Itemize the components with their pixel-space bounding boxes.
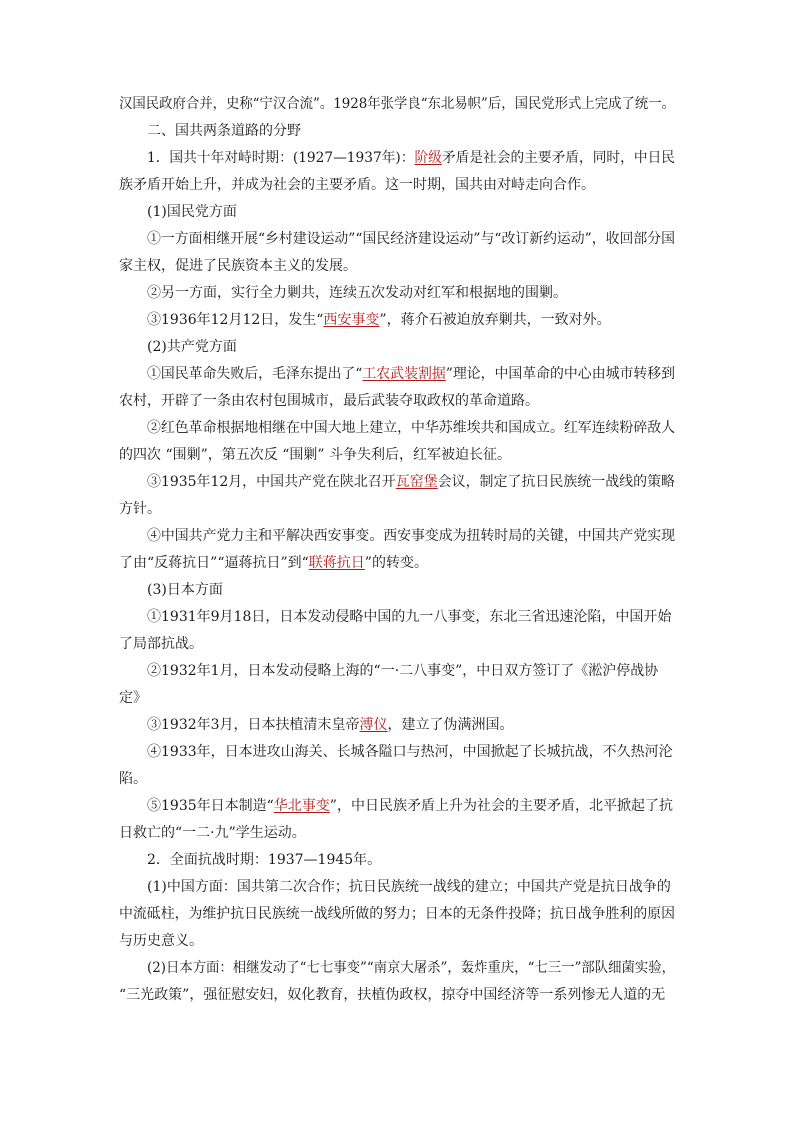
paragraph-first-line xyxy=(119,226,675,253)
line-text xyxy=(119,172,595,199)
line-text xyxy=(119,766,147,793)
paragraph-first-line xyxy=(119,469,675,496)
paragraph-first-line xyxy=(119,334,675,361)
text-run: ①国民革命失败后，毛泽东提出了“ xyxy=(147,366,363,382)
paragraph-line xyxy=(119,631,675,658)
paragraph-first-line xyxy=(119,955,675,982)
paragraph-line xyxy=(119,685,675,712)
paragraph-line xyxy=(119,901,675,928)
underlined-term: 瓦窑堡 xyxy=(395,474,438,490)
line-text xyxy=(147,280,567,307)
line-text xyxy=(147,361,675,388)
line-text xyxy=(147,874,671,901)
text-run: 会议，制定了抗日民族统一战线的策略 xyxy=(437,474,675,490)
text-run: ”，蒋介石被迫放弃剿共，一致对外。 xyxy=(379,312,611,328)
paragraph-first-line xyxy=(119,874,675,901)
paragraph-first-line xyxy=(119,577,675,604)
line-text xyxy=(119,631,203,658)
paragraph-line xyxy=(119,928,675,955)
line-text xyxy=(119,928,203,955)
text-run: ，建立了伪满洲国。 xyxy=(387,717,514,733)
underlined-term: 联蒋抗日 xyxy=(308,555,365,571)
line-text xyxy=(119,901,675,928)
paragraph-first-line xyxy=(119,793,675,820)
text-run: 二、国共两条道路的分野 xyxy=(147,123,301,139)
line-text xyxy=(147,658,658,685)
paragraph-first-line xyxy=(119,523,675,550)
line-text xyxy=(147,469,675,496)
line-text xyxy=(147,118,301,145)
underlined-term: 西安事变 xyxy=(323,312,380,328)
line-text xyxy=(147,577,223,604)
text-run: 与历史意义。 xyxy=(119,933,203,949)
text-run: 的四次 “围剿”，第五次反 “围剿” 斗争失利后，红军被迫长征。 xyxy=(119,447,511,463)
line-text xyxy=(147,199,237,226)
text-run: 农村，开辟了一条由农村包围城市，最后武装夺取政权的革命道路。 xyxy=(119,393,539,409)
paragraph-first-line xyxy=(119,145,675,172)
line-text xyxy=(119,442,511,469)
paragraph-first-line xyxy=(119,199,675,226)
paragraph-first-line xyxy=(119,280,675,307)
text-run: (2)日本方面：相继发动了“七七事变”“南京大屠杀”，轰炸重庆，“七三一”部队细菌实验， xyxy=(147,960,675,976)
text-run: ③1936年12月12日，发生“ xyxy=(147,312,324,328)
paragraph-line xyxy=(119,982,675,1009)
paragraph-first-line xyxy=(119,847,675,874)
document-page xyxy=(119,91,675,1009)
paragraph-first-line xyxy=(119,415,675,442)
text-run: ”理论，中国革命的中心由城市转移到 xyxy=(445,366,675,382)
text-run: 1．国共十年对峙时期：(1927—1937年)： xyxy=(147,150,415,166)
text-run: 方针。 xyxy=(119,501,161,517)
paragraph-line xyxy=(119,253,675,280)
text-run: 了由“反蒋抗日”“逼蒋抗日”到“ xyxy=(119,555,309,571)
text-run: ”的转变。 xyxy=(364,555,428,571)
text-run: ④中国共产党力主和平解决西安事变。西安事变成为扭转时局的关键，中国共产党实现 xyxy=(147,528,675,544)
paragraph-first-line xyxy=(119,658,675,685)
underlined-term: 华北事变 xyxy=(273,798,330,814)
text-run: 族矛盾开始上升，并成为社会的主要矛盾。这一时期，国共由对峙走向合作。 xyxy=(119,177,595,193)
line-text xyxy=(147,523,675,550)
text-run: 家主权，促进了民族资本主义的发展。 xyxy=(119,258,357,274)
line-text xyxy=(147,307,611,334)
text-run: ④1933年，日本进攻山海关、长城各隘口与热河，中国掀起了长城抗战，不久热河沦 xyxy=(147,744,673,760)
text-run: “三光政策”，强征慰安妇，奴化教育，扶植伪政权，掠夺中国经济等一系列惨无人道的无 xyxy=(119,987,666,1003)
line-text xyxy=(147,145,675,172)
text-run: ③1932年3月，日本扶植清末皇帝 xyxy=(147,717,360,733)
line-text xyxy=(147,847,381,874)
text-run: 定》 xyxy=(119,690,147,706)
text-run: ①1931年9月18日，日本发动侵略中国的九一八事变，东北三省迅速沦陷，中国开始 xyxy=(147,609,672,625)
text-run: 陷。 xyxy=(119,771,147,787)
line-text xyxy=(147,415,675,442)
line-text xyxy=(119,253,357,280)
paragraph-first-line xyxy=(119,712,675,739)
text-run: 了局部抗战。 xyxy=(119,636,203,652)
text-run: ①一方面相继开展“乡村建设运动”“国民经济建设运动”与“改订新约运动”，收回部分国 xyxy=(147,231,675,247)
paragraph-line xyxy=(119,442,675,469)
line-text xyxy=(119,982,665,1009)
text-run: ⑤1935年日本制造“ xyxy=(147,798,274,814)
paragraph-first-line xyxy=(119,604,675,631)
paragraph-line xyxy=(119,550,675,577)
line-text xyxy=(119,496,161,523)
paragraph-first-line xyxy=(119,118,675,145)
text-run: 2．全面抗战时期：1937—1945年。 xyxy=(147,852,382,868)
underlined-term: 工农武装割据 xyxy=(362,366,446,382)
paragraph-first-line xyxy=(119,361,675,388)
underlined-term: 溥仪 xyxy=(359,717,388,733)
line-text xyxy=(119,820,306,847)
paragraph-line xyxy=(119,820,675,847)
text-run: 汉国民政府合并，史称“宁汉合流”。1928年张学良“东北易帜”后，国民党形式上完成了统一。 xyxy=(119,96,675,112)
line-text xyxy=(119,91,675,118)
text-run: 中流砥柱，为维护抗日民族统一战线所做的努力；日本的无条件投降；抗日战争胜利的原因 xyxy=(119,906,675,922)
text-run: ”，中日民族矛盾上升为社会的主要矛盾，北平掀起了抗 xyxy=(329,798,673,814)
text-run: (1)国民党方面 xyxy=(147,204,237,220)
line-text xyxy=(147,226,675,253)
paragraph-line xyxy=(119,766,675,793)
text-run: ②1932年1月，日本发动侵略上海的“一·二八事变”，中日双方签订了《淞沪停战协 xyxy=(147,663,659,679)
line-text xyxy=(119,550,428,577)
paragraph-first-line xyxy=(119,739,675,766)
paragraph-line xyxy=(119,91,675,118)
line-text xyxy=(147,604,671,631)
line-text xyxy=(147,334,237,361)
line-text xyxy=(147,793,673,820)
paragraph-first-line xyxy=(119,307,675,334)
text-run: 日救亡的“一二·九”学生运动。 xyxy=(119,825,306,841)
line-text xyxy=(119,685,147,712)
text-run: (2)共产党方面 xyxy=(147,339,237,355)
underlined-term: 阶级 xyxy=(414,150,442,166)
text-run: (1)中国方面：国共第二次合作；抗日民族统一战线的建立；中国共产党是抗日战争的 xyxy=(147,879,671,895)
line-text xyxy=(119,388,539,415)
text-run: (3)日本方面 xyxy=(147,582,223,598)
line-text xyxy=(147,955,675,982)
line-text xyxy=(147,712,514,739)
paragraph-line xyxy=(119,496,675,523)
text-run: 矛盾是社会的主要矛盾，同时，中日民 xyxy=(441,150,675,166)
text-run: ③1935年12月，中国共产党在陕北召开 xyxy=(147,474,396,490)
paragraph-line xyxy=(119,172,675,199)
text-run: ②另一方面，实行全力剿共，连续五次发动对红军和根据地的围剿。 xyxy=(147,285,567,301)
text-run: ②红色革命根据地相继在中国大地上建立，中华苏维埃共和国成立。红军连续粉碎敌人 xyxy=(147,420,675,436)
line-text xyxy=(147,739,673,766)
paragraph-line xyxy=(119,388,675,415)
